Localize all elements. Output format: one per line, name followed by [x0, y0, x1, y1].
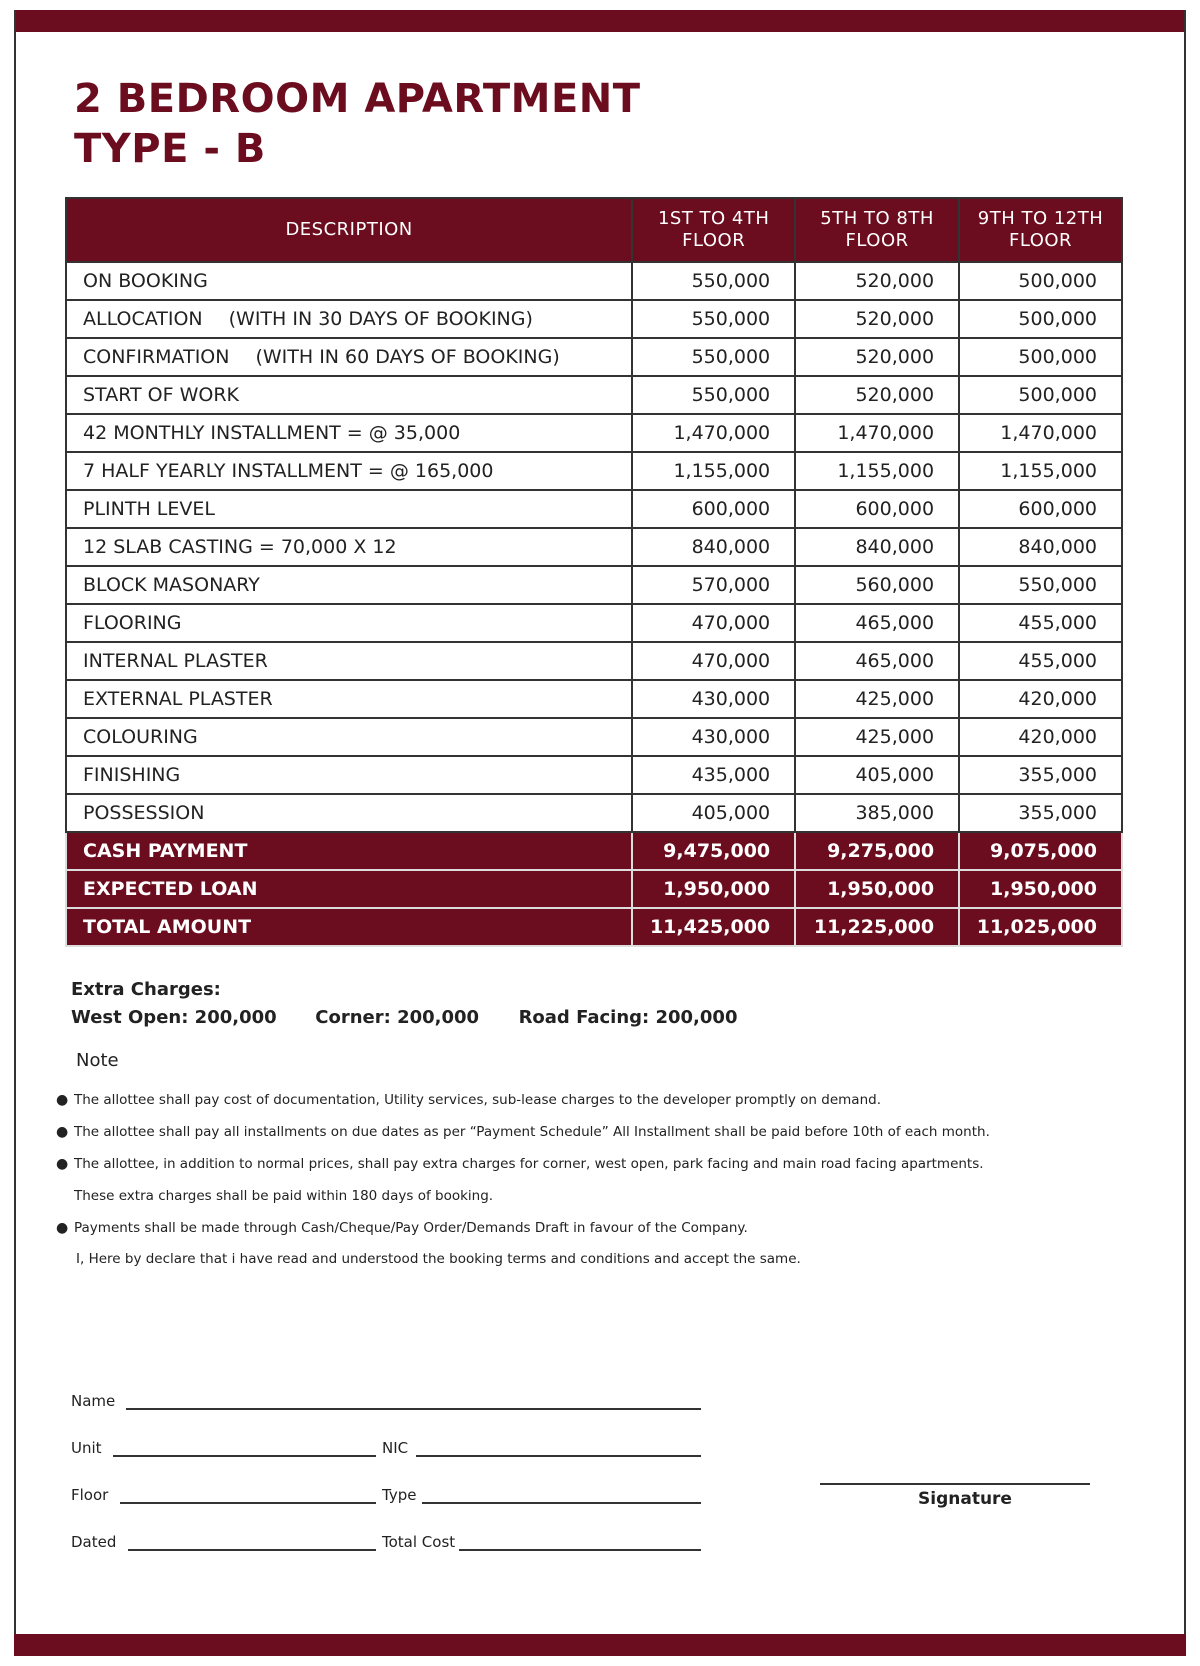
bullet-icon: ●: [56, 1092, 69, 1108]
row-value: 355,000: [959, 794, 1122, 832]
note-title: Note: [76, 1050, 119, 1071]
dated-field[interactable]: [128, 1549, 376, 1551]
header-floor-5-8-line1: 5TH TO 8TH: [820, 208, 934, 229]
row-value: 550,000: [632, 300, 795, 338]
row-value: 550,000: [959, 566, 1122, 604]
row-value: 470,000: [632, 642, 795, 680]
row-description-text: FINISHING: [83, 764, 181, 786]
table-row: [66, 300, 1122, 338]
row-description: [66, 376, 632, 414]
row-value: 840,000: [959, 528, 1122, 566]
corner-charge: Corner: 200,000: [315, 1007, 480, 1028]
row-description: [66, 528, 632, 566]
row-description-note: (WITH IN 30 DAYS OF BOOKING): [228, 308, 533, 330]
note-text-continued: These extra charges shall be paid within 180 days of booking.: [74, 1188, 494, 1204]
total-value: 9,075,000: [959, 832, 1122, 870]
nic-field[interactable]: [416, 1455, 701, 1457]
table-row: [66, 756, 1122, 794]
note-item: [56, 1116, 1056, 1148]
total-value: 11,225,000: [795, 908, 959, 946]
row-value: 500,000: [959, 300, 1122, 338]
row-value: 1,155,000: [632, 452, 795, 490]
unit-label: Unit: [71, 1439, 102, 1457]
total-cost-label: Total Cost: [382, 1533, 456, 1551]
row-value: 600,000: [632, 490, 795, 528]
header-description: DESCRIPTION: [66, 198, 632, 262]
row-value: 465,000: [795, 642, 959, 680]
signature-label: Signature: [918, 1489, 1012, 1509]
table-row: [66, 528, 1122, 566]
row-description-text: 7 HALF YEARLY INSTALLMENT = @ 165,000: [83, 460, 494, 482]
total-row: [66, 832, 1122, 870]
table-row: [66, 566, 1122, 604]
header-floor-1-4-line1: 1ST TO 4TH: [657, 208, 770, 229]
table-row: [66, 376, 1122, 414]
row-description-text: PLINTH LEVEL: [83, 498, 215, 520]
total-label: EXPECTED LOAN: [66, 870, 632, 908]
table-row: [66, 604, 1122, 642]
row-description-text: BLOCK MASONARY: [83, 574, 260, 596]
row-description: [66, 414, 632, 452]
extra-charges-row: [71, 1004, 737, 1032]
name-label: Name: [71, 1392, 116, 1410]
table-row: [66, 338, 1122, 376]
row-description: [66, 604, 632, 642]
total-value: 1,950,000: [632, 870, 795, 908]
row-value: 550,000: [632, 338, 795, 376]
west-open-charge: West Open: 200,000: [71, 1007, 277, 1028]
extra-charges-heading: Extra Charges:: [71, 979, 221, 1000]
total-row: [66, 870, 1122, 908]
extra-charges: [71, 976, 737, 1032]
row-description: [66, 794, 632, 832]
row-value: 420,000: [959, 680, 1122, 718]
row-description-note: (WITH IN 60 DAYS OF BOOKING): [255, 346, 560, 368]
note-text: The allottee, in addition to normal prices, shall pay extra charges for corner, west open, park facing and main road facing apartments.: [74, 1156, 984, 1172]
row-description-text: START OF WORK: [83, 384, 239, 406]
row-description: [66, 642, 632, 680]
row-description: [66, 566, 632, 604]
payment-schedule-table: [65, 197, 1123, 947]
row-description-text: EXTERNAL PLASTER: [83, 688, 273, 710]
header-floor-5-8: [795, 198, 959, 262]
table-row: [66, 718, 1122, 756]
row-description-text: 42 MONTHLY INSTALLMENT = @ 35,000: [83, 422, 461, 444]
row-value: 560,000: [795, 566, 959, 604]
row-value: 385,000: [795, 794, 959, 832]
row-value: 1,470,000: [959, 414, 1122, 452]
row-description-text: ON BOOKING: [83, 270, 208, 292]
row-value: 425,000: [795, 718, 959, 756]
row-value: 1,470,000: [795, 414, 959, 452]
bullet-icon: ●: [56, 1156, 69, 1172]
table-row: [66, 794, 1122, 832]
total-value: 9,275,000: [795, 832, 959, 870]
row-value: 430,000: [632, 680, 795, 718]
header-floor-1-4-line2: FLOOR: [682, 230, 746, 251]
row-value: 520,000: [795, 262, 959, 300]
note-text: The allottee shall pay cost of documentation, Utility services, sub-lease charges to the developer promptly on demand.: [74, 1092, 881, 1108]
total-label: CASH PAYMENT: [66, 832, 632, 870]
row-description-text: COLOURING: [83, 726, 198, 748]
row-value: 520,000: [795, 338, 959, 376]
bullet-icon: ●: [56, 1124, 69, 1140]
row-value: 455,000: [959, 642, 1122, 680]
row-value: 1,470,000: [632, 414, 795, 452]
row-value: 405,000: [632, 794, 795, 832]
note-item: [56, 1148, 1056, 1212]
page-title: [74, 74, 641, 174]
title-line-2: TYPE - B: [74, 126, 266, 172]
row-value: 465,000: [795, 604, 959, 642]
row-value: 550,000: [632, 262, 795, 300]
bottom-band: [14, 1634, 1186, 1656]
road-facing-charge: Road Facing: 200,000: [518, 1007, 738, 1028]
row-value: 405,000: [795, 756, 959, 794]
table-row: [66, 642, 1122, 680]
total-value: 11,025,000: [959, 908, 1122, 946]
name-field[interactable]: [126, 1408, 701, 1410]
table-row: [66, 262, 1122, 300]
row-value: 470,000: [632, 604, 795, 642]
row-value: 455,000: [959, 604, 1122, 642]
table-row: [66, 490, 1122, 528]
row-description-text: 12 SLAB CASTING = 70,000 X 12: [83, 536, 397, 558]
row-description-text: FLOORING: [83, 612, 182, 634]
row-value: 600,000: [959, 490, 1122, 528]
total-row: [66, 908, 1122, 946]
total-cost-field[interactable]: [459, 1549, 701, 1551]
row-description: [66, 680, 632, 718]
row-description: [66, 490, 632, 528]
row-value: 570,000: [632, 566, 795, 604]
row-value: 500,000: [959, 262, 1122, 300]
note-item: [56, 1212, 1056, 1244]
row-value: 435,000: [632, 756, 795, 794]
bullet-icon: ●: [56, 1220, 69, 1236]
type-field[interactable]: [422, 1502, 701, 1504]
row-description-text: POSSESSION: [83, 802, 205, 824]
header-floor-9-12-line1: 9TH TO 12TH: [977, 208, 1104, 229]
row-description: [66, 300, 632, 338]
row-value: 520,000: [795, 376, 959, 414]
table-body: [66, 262, 1122, 946]
row-value: 840,000: [795, 528, 959, 566]
row-value: 500,000: [959, 338, 1122, 376]
row-description-text: CONFIRMATION: [83, 346, 230, 368]
header-floor-9-12-line2: FLOOR: [1008, 230, 1073, 251]
table-row: [66, 452, 1122, 490]
row-description-text: ALLOCATION: [83, 308, 203, 330]
row-value: 355,000: [959, 756, 1122, 794]
type-label: Type: [382, 1486, 417, 1504]
row-value: 420,000: [959, 718, 1122, 756]
total-value: 1,950,000: [959, 870, 1122, 908]
notes-list: [56, 1084, 1056, 1244]
total-value: 1,950,000: [795, 870, 959, 908]
declaration: I, Here by declare that i have read and understood the booking terms and conditions and accept the same.: [76, 1251, 801, 1267]
row-description: [66, 338, 632, 376]
row-value: 550,000: [632, 376, 795, 414]
row-value: 500,000: [959, 376, 1122, 414]
note-text: The allottee shall pay all installments on due dates as per “Payment Schedule” All Installment shall be paid before 10th of each month.: [74, 1124, 990, 1140]
row-description-text: INTERNAL PLASTER: [83, 650, 268, 672]
row-value: 430,000: [632, 718, 795, 756]
table-row: [66, 680, 1122, 718]
dated-label: Dated: [71, 1533, 117, 1551]
row-description: [66, 718, 632, 756]
row-value: 1,155,000: [795, 452, 959, 490]
note-text: Payments shall be made through Cash/Cheque/Pay Order/Demands Draft in favour of the Company.: [74, 1220, 748, 1236]
table-row: [66, 414, 1122, 452]
row-value: 520,000: [795, 300, 959, 338]
row-value: 840,000: [632, 528, 795, 566]
row-description: [66, 262, 632, 300]
title-line-1: 2 BEDROOM APARTMENT: [74, 76, 641, 122]
nic-label: NIC: [382, 1439, 409, 1457]
total-value: 11,425,000: [632, 908, 795, 946]
row-description: [66, 452, 632, 490]
floor-field[interactable]: [120, 1502, 376, 1504]
header-floor-9-12: [959, 198, 1122, 262]
note-item: [56, 1084, 1056, 1116]
table-header-row: [66, 198, 1122, 262]
floor-label: Floor: [71, 1486, 109, 1504]
total-value: 9,475,000: [632, 832, 795, 870]
row-value: 1,155,000: [959, 452, 1122, 490]
unit-field[interactable]: [113, 1455, 376, 1457]
signature-field[interactable]: [820, 1483, 1090, 1485]
row-value: 425,000: [795, 680, 959, 718]
header-floor-5-8-line2: FLOOR: [845, 230, 909, 251]
total-label: TOTAL AMOUNT: [66, 908, 632, 946]
row-description: [66, 756, 632, 794]
header-floor-1-4: [632, 198, 795, 262]
row-value: 600,000: [795, 490, 959, 528]
